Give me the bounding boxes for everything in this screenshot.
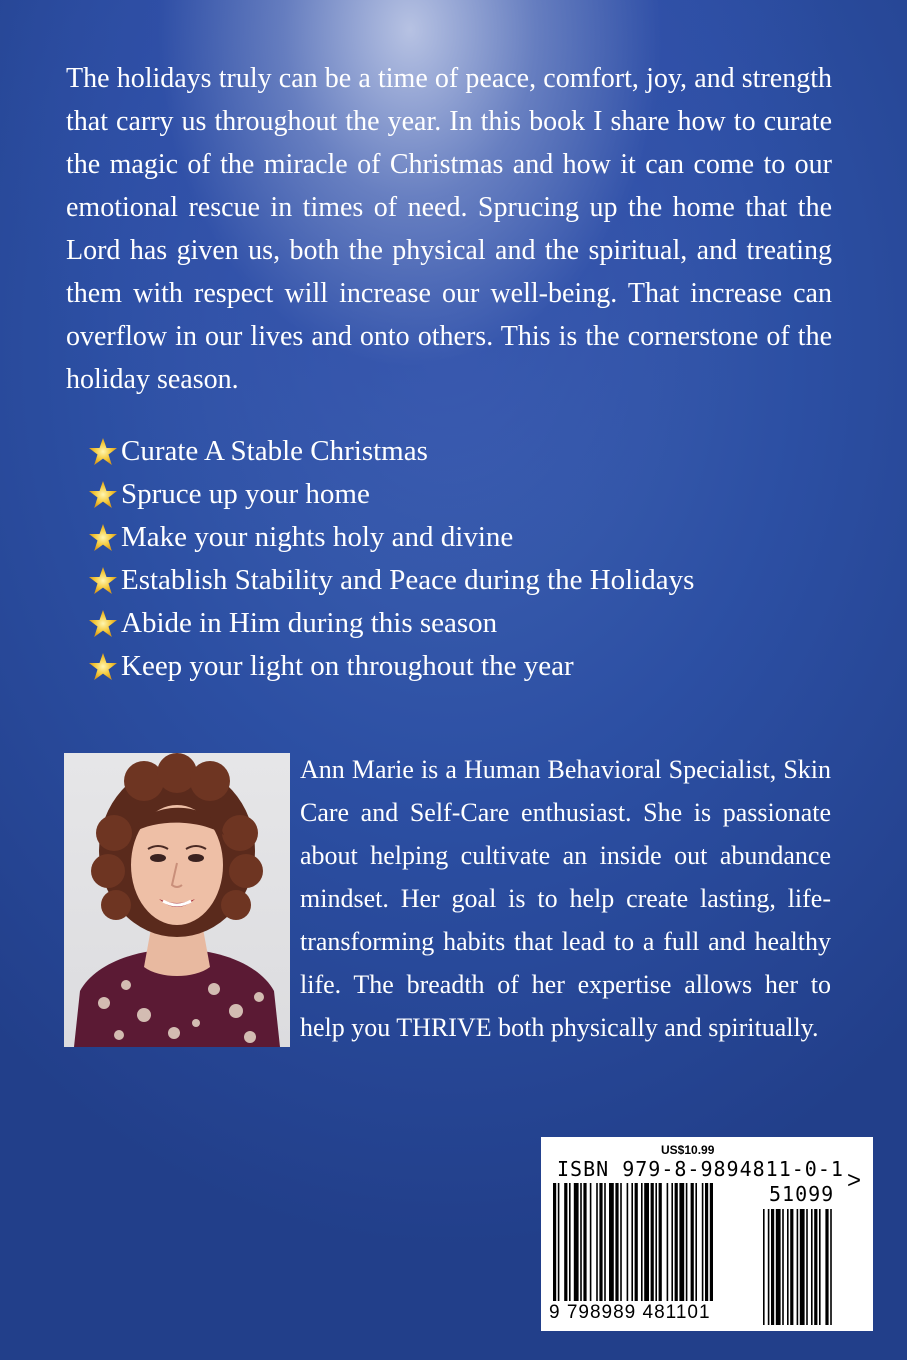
barcode-addon-bar <box>806 1209 808 1325</box>
barcode-bar <box>651 1183 654 1301</box>
barcode-bar <box>631 1183 633 1301</box>
barcode-addon-bar <box>768 1209 770 1325</box>
barcode-bar <box>609 1183 614 1301</box>
barcode-bar <box>590 1183 592 1301</box>
list-item <box>88 516 694 559</box>
barcode-bar <box>635 1183 638 1301</box>
barcode-addon-bar <box>782 1209 784 1325</box>
ean-digits: 9 798989 481101 <box>549 1302 711 1323</box>
barcode-bar <box>596 1183 598 1301</box>
barcode-addon-bar <box>819 1209 821 1325</box>
barcode-addon-bar <box>800 1209 805 1325</box>
barcode-bar <box>564 1183 567 1301</box>
list-item-label: Make your nights holy and divine <box>121 521 514 553</box>
star-icon <box>88 566 118 596</box>
barcode-addon-bar <box>814 1209 817 1325</box>
quiet-zone-indicator: > <box>847 1167 862 1194</box>
author-photo <box>64 753 290 1047</box>
barcode-bar <box>644 1183 649 1301</box>
barcode-bar <box>679 1183 684 1301</box>
barcode-bar <box>702 1183 704 1301</box>
list-item-label: Establish Stability and Peace during the Holidays <box>121 564 695 596</box>
barcode-bar <box>599 1183 602 1301</box>
list-item <box>88 645 694 688</box>
barcode-bar <box>659 1183 662 1301</box>
barcode-bar <box>569 1183 571 1301</box>
star-icon <box>88 437 118 467</box>
barcode-addon-bar <box>787 1209 789 1325</box>
barcode-bar <box>615 1183 618 1301</box>
list-item-label: Spruce up your home <box>121 478 370 510</box>
list-item-label: Curate A Stable Christmas <box>121 435 428 467</box>
barcode-bar <box>620 1183 622 1301</box>
list-item <box>88 430 694 473</box>
barcode-bar <box>705 1183 708 1301</box>
barcode-bar <box>580 1183 582 1301</box>
barcode-bar <box>686 1183 688 1301</box>
list-item <box>88 602 694 645</box>
star-icon <box>88 480 118 510</box>
barcode-bar <box>667 1183 669 1301</box>
isbn-label: ISBN 979-8-9894811-0-1 <box>557 1157 844 1181</box>
author-bio: Ann Marie is a Human Behavioral Specialist, Skin Care and Self-Care enthusiast. She is passionate about helping cultivate an inside out abundance mindset. Her goal is to help create lasting, life-transforming habits that lead to a full and healthy life. The breadth of her expertise allows her to help you THRIVE both physically and spiritually. <box>300 755 831 1042</box>
star-icon <box>88 523 118 553</box>
barcode-bar <box>627 1183 629 1301</box>
barcode-addon-bar <box>797 1209 799 1325</box>
list-item <box>88 559 694 602</box>
list-item-label: Abide in Him during this season <box>121 607 498 639</box>
barcode-panel <box>541 1137 873 1331</box>
author-portrait-illustration <box>64 753 290 1047</box>
barcode-bar <box>691 1183 694 1301</box>
barcode-bar <box>695 1183 697 1301</box>
barcode-bar <box>558 1183 560 1301</box>
barcode-addon-bar <box>771 1209 774 1325</box>
intro-paragraph: The holidays truly can be a time of peace, comfort, joy, and strength that carry us throughout the year. In this book I share how to curate the magic of the miracle of Christmas and how it can come to our emotional rescue in times of need. Sprucing up the home that the Lord has given us, both the physical and the spiritual, and treating them with respect will increase our well-being. That increase can overflow in our lives and onto others. This is the cornerstone of the holiday season. <box>66 63 832 395</box>
barcode-bar <box>641 1183 643 1301</box>
barcode-addon-bar <box>811 1209 813 1325</box>
barcode-bar <box>553 1183 556 1301</box>
list-item-label: Keep your light on throughout the year <box>121 650 574 682</box>
star-icon <box>88 652 118 682</box>
barcode-bar <box>710 1183 713 1301</box>
barcode-addon-bar <box>830 1209 832 1325</box>
barcode-bar <box>604 1183 606 1301</box>
barcode-bar <box>675 1183 678 1301</box>
barcode-bar <box>574 1183 579 1301</box>
barcode-addon-bar <box>825 1209 828 1325</box>
barcode-bar <box>583 1183 586 1301</box>
barcode-bar <box>671 1183 673 1301</box>
barcode-addon-bar <box>776 1209 781 1325</box>
barcode-addon-bar <box>790 1209 793 1325</box>
star-icon <box>88 609 118 639</box>
feature-list <box>88 430 694 688</box>
price-label: US$10.99 <box>661 1143 715 1157</box>
barcode-bar <box>655 1183 657 1301</box>
list-item <box>88 473 694 516</box>
barcode-addon-bar <box>763 1209 765 1325</box>
price-addon-digits: 51099 <box>769 1182 835 1206</box>
